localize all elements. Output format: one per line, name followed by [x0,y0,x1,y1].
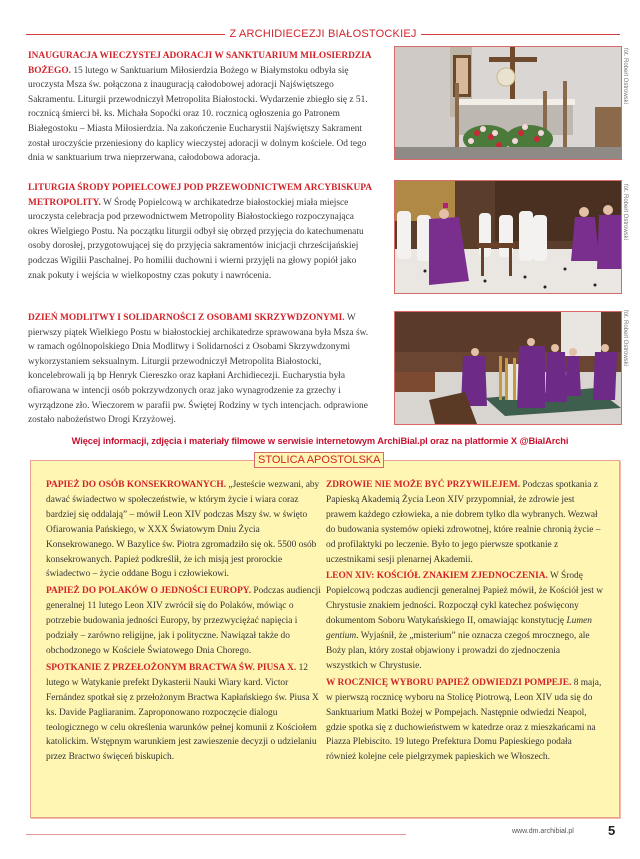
photo-credit: fot. Robert Ostrowski [622,184,628,241]
sa-item [46,478,324,582]
sa-item-body: 12 lutego w Watykanie prefekt Dykasterii Nauki Wiary kard. Victor Fernández spotkał się z przełożonym Bractwa Kapłańskiego św. Piusa X ks. Davide Pagliaranim. Zaproponowano rozpoczęcie dialogu teologicznego w celu określenia warunków pełnej komunii z Kościołem katolickim. Wstępnym warunkiem jest zawieszenie decyzji o udzielaniu przez Bractwo święceń biskupich. [46,662,319,763]
section-title: Z ARCHIDIECEZJI BIAŁOSTOCKIEJ [229,28,417,40]
footer-rule [26,834,406,835]
sa-item [326,478,604,567]
sa-item-body: W Środę Popielcową podczas audiencji generalnej Papież mówił, że Kościół jest w Chrystusie znakiem jedności. Rozpoczął cykl katechez poświęcony dokumentom Soboru Watykańskiego II, omawiając konstytucję [326,571,603,627]
article-solidarity-day [28,311,374,428]
footer-url[interactable]: www.dm.archibial.pl [512,828,574,835]
cathedral-image [395,312,621,424]
article-body: W Środę Popielcową w archikatedrze białostockiej miała miejsce uroczysta celebracja pod przewodnictwem Metropolity Białostockiego rozpoczynająca okres Wielgiego Postu. Na początku liturgii odbył się obrzęd przyjęcia do katechumenatu osoby dorosłej, przygotowującej się do przyjęcia sakramentów inicjacji chrześcijańskiej podczas Wigilii Paschalnej. Po homilii duchowni i wierni przyjęli na głowy popiół jako znak pokuty i wejścia w wielkopostny czas pokuty i nawrócenia. [28,197,364,281]
header-rule-left [26,34,225,35]
article-headline: LITURGIA ŚRODY POPIELCOWEJ POD PRZEWODNICTWEM ARCYBISKUPA METROPOLITY. [28,183,372,208]
sa-item [46,661,324,765]
header-rule-right [421,34,620,35]
section-header [26,26,620,42]
sa-item-headline: LEON XIV: KOŚCIÓŁ ZNAKIEM ZJEDNOCZENIA. [326,571,548,582]
altar-image [395,47,621,159]
photo-credit: fot. Robert Ostrowski [622,310,628,367]
sa-left-column [46,478,324,767]
sa-item-headline: SPOTKANIE Z PRZEŁOŻONYM BRACTWA ŚW. PIUSA X. [46,662,297,673]
sa-item-italic: Lumen gentium [326,616,592,642]
photo-altar [394,46,622,160]
sa-item [326,676,604,765]
sa-item-headline: W ROCZNICĘ WYBORU PAPIEŻ ODWIEDZI POMPEJE. [326,677,572,688]
sa-item-body: Podczas audiencji generalnej 11 lutego Leon XIV zwrócił się do Polaków, mówiąc o potrzebie budowania jedności Europy, by przezwyciężać napięcia i podziały – zarówno religijne, jak i polityczne. Nawiązał także do obchodzonego w Kościele Światowego Dnia Chorego. [46,586,321,656]
photo-cathedral [394,311,622,425]
article-body: W pierwszy piątek Wielkiego Postu w białostockiej archikatedrze sprawowana była Msza św. w ramach ogólnopolskiego Dnia Modlitwy i Solidarności z Osobami Skrzywdzonymi wykorzystaniem seksualnym. Liturgii przewodniczył Metropolita Białostocki, koncelebrowali ją bp Henryk Ciereszko oraz kapłani Archidiecezji. Eucharystia była ofiarowana w intencji osób pokrzywdzonych oraz jako wynagrodzenie za grzechy i wyrządzone zło. Wieczorem w parafii pw. Świętej Rodziny w tych intencjach. odprawione zostało nabożeństwo Drogi Krzyżowej. [28,313,369,426]
article-ash-wednesday [28,181,374,283]
sa-item-headline: PAPIEŻ DO OSÓB KONSEKROWANYCH. [46,480,227,490]
sa-right-column [326,478,604,767]
article-adoration [28,49,374,166]
liturgy-image [395,181,621,293]
stolica-apostolska-label: STOLICA APOSTOLSKA [254,452,384,468]
sa-item-headline: PAPIEŻ DO POLAKÓW O JEDNOŚCI EUROPY. [46,586,252,597]
sa-item-body: 8 maja, w pierwszą rocznicę wyboru na Stolicę Piotrową, Leon XIV uda się do Sanktuarium Matki Bożej w Pompejach. Następnie odwiedzi Neapol, gdzie spotka się z duchowieństwem w katedrze oraz z mieszkańcami na Piazza Plebiscito. 19 lutego Prefektura Domu Papieskiego podała również kolejne cele pielgrzymek papieskich we Włoszech. [326,677,602,763]
photo-credit: fot. Robert Ostrowski [622,48,628,105]
sa-item-body: Podczas spotkania z Papieską Akademią Życia Leon XIV przypomniał, że zdrowie jest prawem każdego człowieka, a nie dobrem tylko dla wybranych. Wezwał do budowania systemów opieki zdrowotnej, które realnie chronią życie – od profilaktyki po leczenie. Było to jego pierwsze spotkanie z uczestnikami sesji plenarnej Akademii. [326,480,601,565]
article-headline: INAUGURACJA WIECZYSTEJ ADORACJI W SANKTUARIUM MIŁOSIERDZIA BOŻEGO. [28,51,372,76]
article-headline: DZIEŃ MODLITWY I SOLIDARNOŚCI Z OSOBAMI SKRZYWDZONYMI. [28,313,345,323]
sa-item [46,584,324,659]
sa-item-headline: ZDROWIE NIE MOŻE BYĆ PRZYWILEJEM. [326,480,521,490]
photo-ash-wednesday [394,180,622,294]
article-body: 15 lutego w Sanktuarium Miłosierdzia Bożego w Białymstoku odbyła się uroczysta Msza św. połączona z inauguracją całodobowej adoracji Najświętszego Sakramentu. Liturgii przewodniczył Metropolita Białostocki. Wydarzenie zbiegło się z 51. rocznicą śmierci bł. ks. Michała Sopoćki oraz 10. rocznicą ogłoszenia go Patronem Białegostoku – Miasta Miłosierdzia. Na zakończenie Eucharystii Najświętszy Sakrament został uroczyście przeniesiony do kaplicy wieczystej adoracji w dolnym kościele. Od tego dnia w sanktuarium trwa nieprzerwana, całodobowa adoracja. [28,65,368,164]
more-info-link[interactable]: Więcej informacji, zdjęcia i materiały filmowe w serwisie internetowym ArchiBial.pl oraz na platformie X @BialArchi [71,436,569,446]
sa-item [326,569,604,673]
sa-item-body: „Jesteście wezwani, aby dawać świadectwo w społeczeństwie, w którym życie i wiara coraz bardziej się oddalają” – mówił Leon XIV podczas Mszy św. w święto Ofiarowania Pańskiego, w XXX Światowym Dniu Życia Konsekrowanego. W Bazylice św. Piotra zgromadziło się ok. 5500 osób konsekrowanych. Papież podkreślił, że ich misją jest prorockie świadectwo – życie oddane Bogu i człowiekowi. [46,480,320,580]
page-number: 5 [608,823,616,838]
sa-item-body-cont: . Wyjaśnił, że „misterium” nie oznacza czegoś mrocznego, ale Boży plan, który został objawiony i prowadzi do zjednoczenia wszystkich w Chrystusie. [326,631,590,671]
